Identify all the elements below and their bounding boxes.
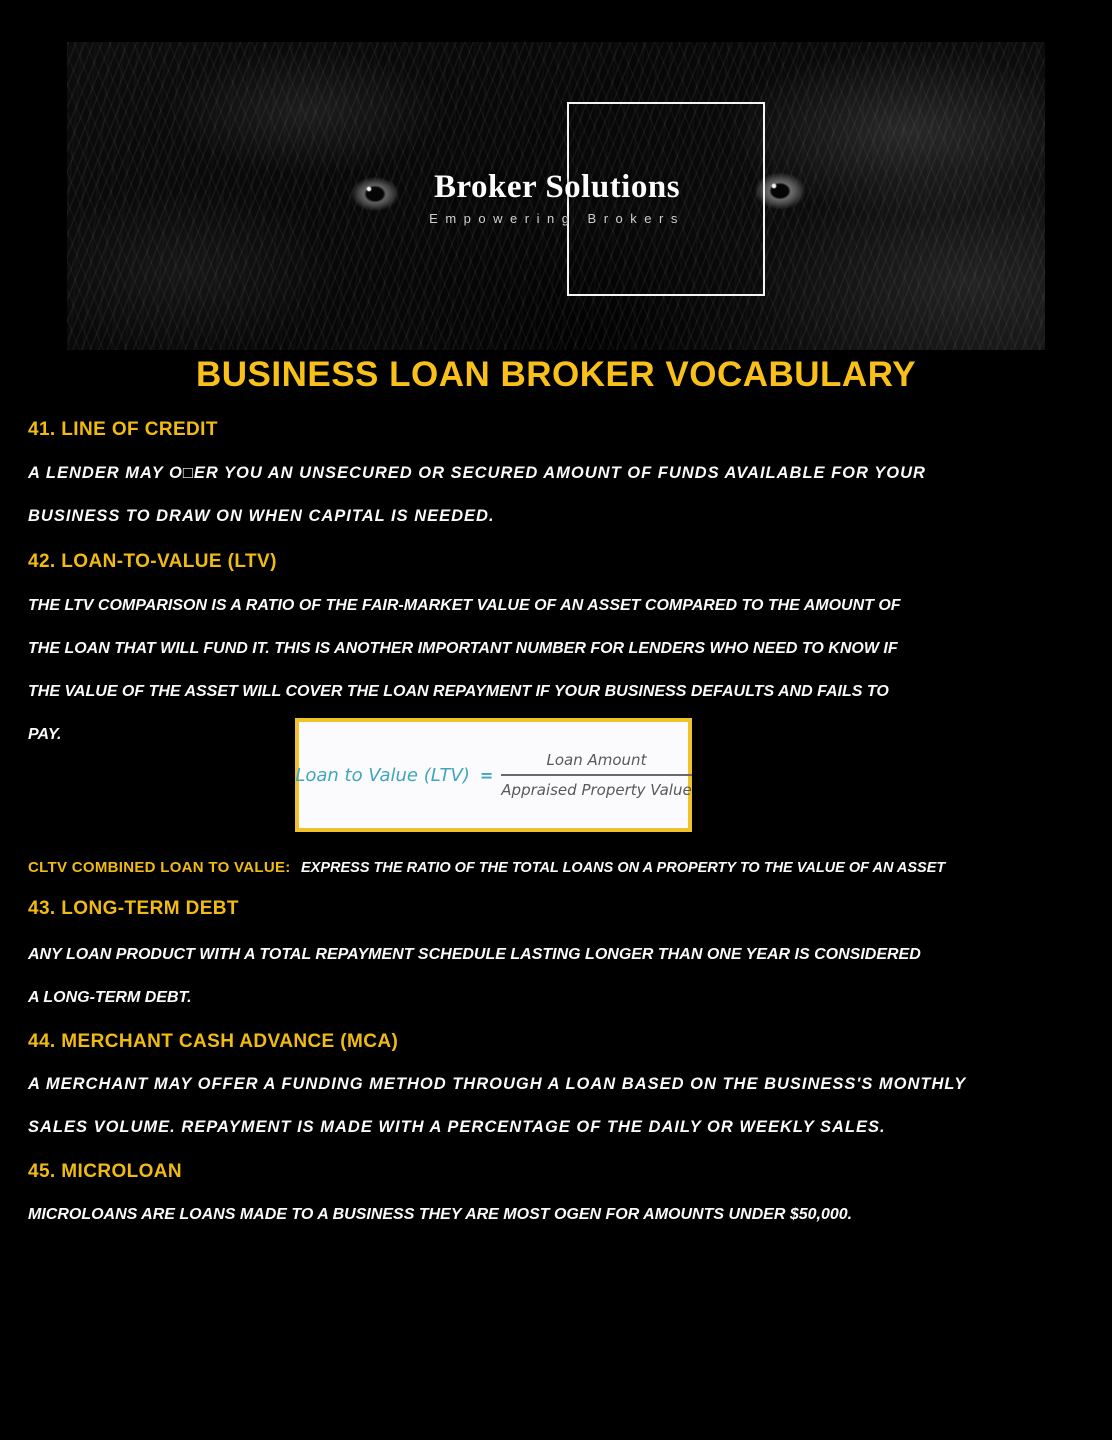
section-43-body xyxy=(28,933,921,1019)
body-line: THE LOAN THAT WILL FUND IT. THIS IS ANOTHER IMPORTANT NUMBER FOR LENDERS WHO NEED TO KNOW IF xyxy=(28,640,898,657)
cltv-text: EXPRESS THE RATIO OF THE TOTAL LOANS ON A PROPERTY TO THE VALUE OF AN ASSET xyxy=(301,860,946,876)
section-44-body xyxy=(28,1063,966,1149)
body-line: ANY LOAN PRODUCT WITH A TOTAL REPAYMENT SCHEDULE LASTING LONGER THAN ONE YEAR IS CONSIDERED xyxy=(28,946,921,963)
page-title: BUSINESS LOAN BROKER VOCABULARY xyxy=(195,355,917,394)
body-line: THE VALUE OF THE ASSET WILL COVER THE LOAN REPAYMENT IF YOUR BUSINESS DEFAULTS AND FAILS TO xyxy=(28,683,889,700)
body-line: SALES VOLUME. REPAYMENT IS MADE WITH A PERCENTAGE OF THE DAILY OR WEEKLY SALES. xyxy=(28,1118,886,1136)
section-41-body xyxy=(28,452,926,538)
formula-numerator: Loan Amount xyxy=(501,751,691,776)
section-44-heading: 44. MERCHANT CASH ADVANCE (MCA) xyxy=(28,1031,399,1052)
brand-name: Broker Solutions xyxy=(433,169,681,205)
formula-denominator: Appraised Property Value xyxy=(501,781,692,799)
formula-fraction xyxy=(501,751,691,799)
formula-lhs: Loan to Value (LTV) xyxy=(295,764,470,786)
section-45-heading: 45. MICROLOAN xyxy=(28,1161,183,1182)
section-43-heading: 43. LONG-TERM DEBT xyxy=(28,898,239,919)
body-line: PAY. xyxy=(28,726,62,743)
body-line: A LONG-TERM DEBT. xyxy=(28,989,192,1006)
cltv-note xyxy=(28,856,945,880)
body-line: BUSINESS TO DRAW ON WHEN CAPITAL IS NEEDED. xyxy=(28,507,495,525)
section-42-heading: 42. LOAN-TO-VALUE (LTV) xyxy=(28,551,277,572)
section-41-heading: 41. LINE OF CREDIT xyxy=(28,419,218,440)
body-line: A LENDER MAY O□ER YOU AN UNSECURED OR SECURED AMOUNT OF FUNDS AVAILABLE FOR YOUR xyxy=(28,464,926,482)
section-45-body xyxy=(28,1193,852,1236)
brand-block xyxy=(397,168,717,226)
equals-sign: = xyxy=(479,765,494,785)
body-line: MICROLOANS ARE LOANS MADE TO A BUSINESS THEY ARE MOST OGEN FOR AMOUNTS UNDER $50,000. xyxy=(28,1206,853,1223)
body-line: A MERCHANT MAY OFFER A FUNDING METHOD THROUGH A LOAN BASED ON THE BUSINESS'S MONTHLY xyxy=(28,1075,967,1093)
brand-tagline: Empowering Brokers xyxy=(429,211,685,226)
ltv-formula-card xyxy=(295,718,692,832)
body-line: THE LTV COMPARISON IS A RATIO OF THE FAIR-MARKET VALUE OF AN ASSET COMPARED TO THE AMOUNT OF xyxy=(28,597,901,614)
banner-image xyxy=(67,42,1045,350)
cltv-label: CLTV COMBINED LOAN TO VALUE: xyxy=(28,859,291,876)
